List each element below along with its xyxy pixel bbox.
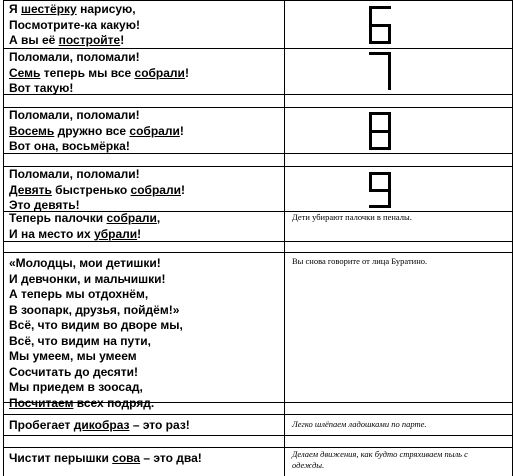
verse-line: Восемь дружно все собрали! bbox=[9, 123, 184, 138]
stick-digit-seven bbox=[369, 52, 391, 90]
stick-segment bbox=[369, 205, 391, 208]
stick-segment bbox=[388, 112, 391, 132]
stick-digit-nine bbox=[369, 172, 391, 208]
stick-segment bbox=[369, 112, 372, 132]
note-shake-dust: Делаем движения, как будто стряхиваем пыль с одежды. bbox=[292, 449, 468, 470]
verse-line: Семь теперь мы все собрали! bbox=[9, 65, 189, 80]
verse-collect bbox=[9, 211, 160, 242]
verse-line: Поломали, поломали! bbox=[9, 50, 140, 64]
lesson-table bbox=[3, 0, 513, 476]
verse-line: А теперь мы отдохнём, bbox=[9, 287, 149, 301]
verse-porcupine bbox=[9, 418, 190, 434]
stick-segment bbox=[369, 6, 372, 26]
stick-digit-six bbox=[369, 6, 391, 44]
verse-line: Мы приедем в зоосад, bbox=[9, 380, 143, 394]
verse-line: Теперь палочки собрали, bbox=[9, 211, 161, 225]
stick-segment bbox=[369, 147, 391, 150]
verse-line: Всё, что видим во дворе мы, bbox=[9, 318, 183, 332]
verse-eight bbox=[9, 108, 184, 155]
verse-line: И девчонки, и мальчишки! bbox=[9, 271, 166, 286]
verse-line: Посчитаем всех подряд. bbox=[9, 395, 155, 410]
verse-seven bbox=[9, 50, 189, 97]
verse-line: Вот она, восьмёрка! bbox=[9, 139, 130, 153]
table-row bbox=[3, 95, 513, 108]
stick-segment bbox=[388, 52, 391, 72]
stick-digit-eight bbox=[369, 112, 391, 150]
verse-line: И на место их убрали! bbox=[9, 226, 142, 241]
verse-line: Поломали, поломали! bbox=[9, 167, 140, 181]
verse-line: Я шестёрку нарисую, bbox=[9, 2, 136, 16]
verse-six bbox=[9, 2, 140, 49]
verse-line: В зоопарк, друзья, пойдём!» bbox=[9, 302, 180, 317]
verse-line: А вы её постройте! bbox=[9, 33, 125, 47]
verse-line: Посмотрите-ка какую! bbox=[9, 17, 140, 32]
stick-segment bbox=[369, 130, 391, 133]
table-row bbox=[3, 154, 513, 167]
verse-line: Девять быстренько собрали! bbox=[9, 182, 185, 197]
verse-line: Пробегает дикобраз – это раз! bbox=[9, 418, 190, 432]
verse-line: Сосчитать до десяти! bbox=[9, 364, 139, 379]
verse-line: Поломали, поломали! bbox=[9, 108, 140, 122]
table-row bbox=[3, 436, 513, 448]
verse-nine bbox=[9, 167, 185, 214]
stick-segment bbox=[369, 131, 372, 150]
table-row bbox=[3, 242, 513, 253]
verse-line: Мы умеем, мы умеем bbox=[9, 349, 137, 363]
verse-line: Чистит перышки сова – это два! bbox=[9, 451, 202, 465]
verse-owl bbox=[9, 451, 202, 467]
note-buratino: Вы снова говорите от лица Буратино. bbox=[292, 256, 428, 266]
stick-segment bbox=[369, 6, 391, 9]
verse-zoo bbox=[9, 256, 183, 411]
stick-segment bbox=[388, 71, 391, 90]
verse-line: Это девять! bbox=[9, 198, 80, 212]
verse-line: «Молодцы, мои детишки! bbox=[9, 256, 161, 270]
note-clap: Легко шлёпаем ладошками по парте. bbox=[292, 419, 427, 429]
verse-line: Всё, что видим на пути, bbox=[9, 333, 151, 348]
note-put-sticks-away: Дети убирают палочки в пеналы. bbox=[292, 212, 412, 222]
verse-line: Вот такую! bbox=[9, 81, 74, 95]
stick-segment bbox=[369, 189, 391, 192]
stick-segment bbox=[388, 25, 391, 44]
